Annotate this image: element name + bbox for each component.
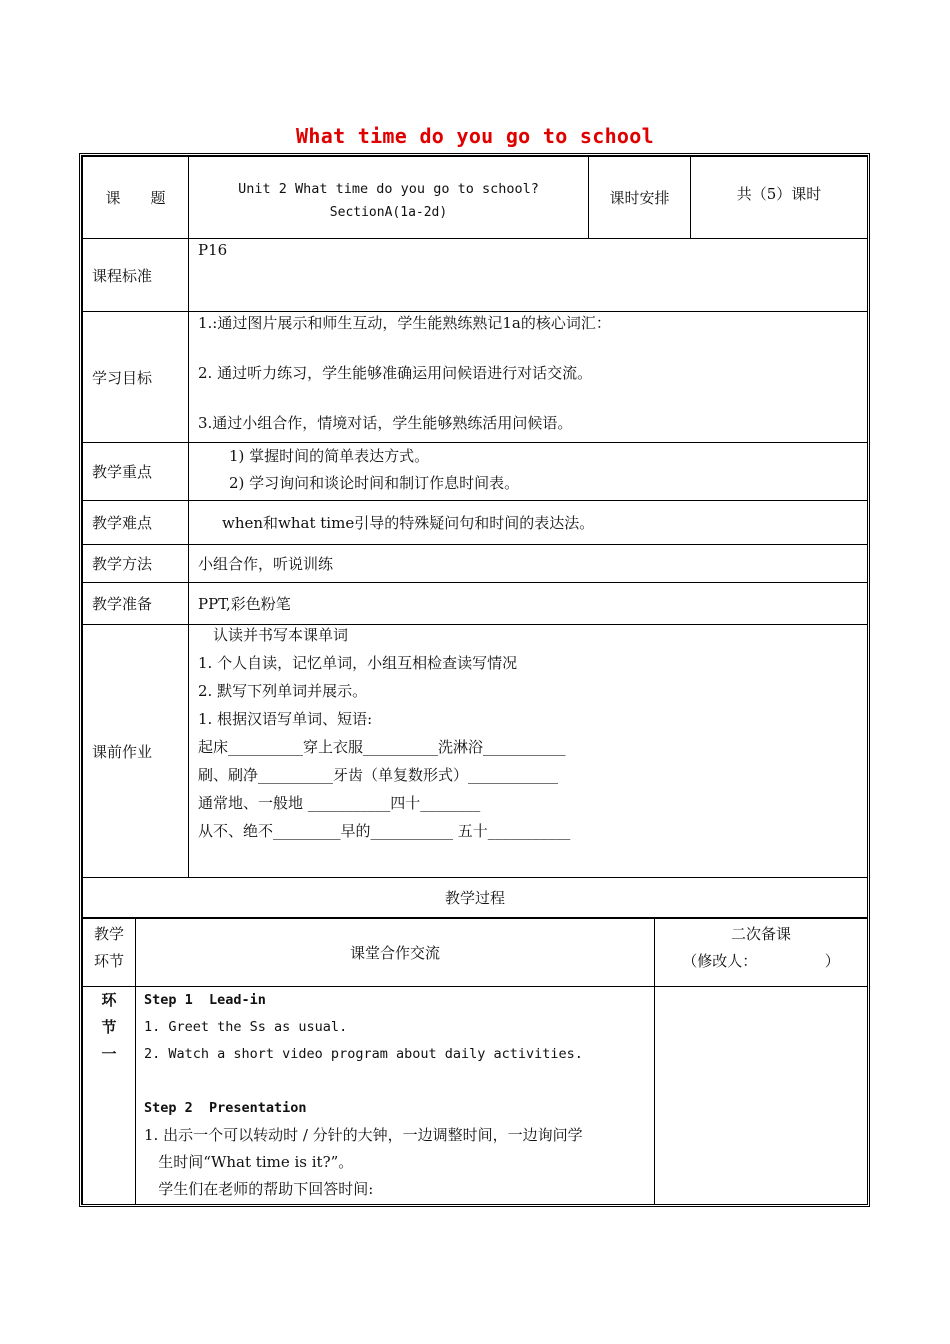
homework-line: 认读并书写本课单词 xyxy=(198,626,349,644)
goal-item: 2. 通过听力练习，学生能够准确运用问候语进行对话交流。 xyxy=(198,364,593,382)
homework-line: 通常地、一般地 ___________四十________ xyxy=(198,794,481,812)
lesson-plan-frame xyxy=(79,153,870,1207)
revise-header-sub: （修改人： ） xyxy=(682,952,840,970)
topic-label: 课 题 xyxy=(83,157,189,239)
prep-value: PPT,彩色粉笔 xyxy=(189,583,868,625)
homework-line: 1. 根据汉语写单词、短语: xyxy=(198,710,373,728)
document-title: What time do you go to school xyxy=(296,124,654,148)
step-line: 学生们在老师的帮助下回答时间: xyxy=(144,1180,374,1198)
key-points-label: 教学重点 xyxy=(83,443,189,501)
step-line: 2. Watch a short video program about daily activities. xyxy=(144,1046,583,1062)
homework-line: 2. 默写下列单词并展示。 xyxy=(198,682,368,700)
prep-label: 教学准备 xyxy=(83,583,189,625)
homework-line: 起床__________穿上衣服__________洗淋浴___________ xyxy=(198,738,566,756)
unit-title-cell xyxy=(189,157,589,239)
revise-header-title: 二次备课 xyxy=(730,925,791,943)
schedule-label: 课时安排 xyxy=(589,157,691,239)
homework-line: 刷、刷净__________牙齿（单复数形式）____________ xyxy=(198,766,559,784)
homework-label: 课前作业 xyxy=(83,625,189,878)
step-line: 1. 出示一个可以转动时 / 分针的大钟，一边调整时间，一边询问学 xyxy=(144,1126,583,1144)
homework-line: 1. 个人自读，记忆单词，小组互相检查读写情况 xyxy=(198,654,518,672)
key-points-cell xyxy=(189,443,868,501)
stage-header-line: 教学 xyxy=(93,925,124,943)
goals-cell xyxy=(189,312,868,443)
standard-label: 课程标准 xyxy=(83,239,189,312)
stage-name-char: 一 xyxy=(101,1045,117,1063)
step-line: 1. Greet the Ss as usual. xyxy=(144,1019,348,1035)
stage-name-cell xyxy=(83,987,136,1208)
standard-value: P16 xyxy=(189,239,868,312)
step-heading: Step 2 Presentation xyxy=(144,1100,307,1116)
key-point-item: 2) 学习询问和谈论时间和制订作息时间表。 xyxy=(229,474,520,492)
goal-item: 1.:通过图片展示和师生互动，学生能熟练熟记1a的核心词汇： xyxy=(198,314,611,332)
unit-section: SectionA(1a-2d) xyxy=(329,205,448,220)
stage-header-line: 环节 xyxy=(93,952,124,970)
step-line xyxy=(144,1068,646,1095)
stage-name-char: 环 xyxy=(101,991,117,1009)
stage-name-char: 节 xyxy=(101,1018,117,1036)
step-line: 生时间“What time is it?”。 xyxy=(144,1153,354,1171)
stage-column-header xyxy=(83,919,136,987)
schedule-value: 共（5）课时 xyxy=(691,157,868,239)
key-point-item: 1) 掌握时间的简单表达方式。 xyxy=(229,447,430,465)
difficulty-label: 教学难点 xyxy=(83,501,189,545)
steps-list xyxy=(144,987,646,1203)
step-heading: Step 1 Lead-in xyxy=(144,992,266,1008)
unit-title: Unit 2 What time do you go to school? xyxy=(238,181,539,197)
process-header: 教学过程 xyxy=(83,878,868,918)
revise-notes-cell xyxy=(655,987,868,1208)
steps-cell xyxy=(136,987,655,1208)
main-column-header: 课堂合作交流 xyxy=(136,919,655,987)
difficulty-value: when和what time引导的特殊疑问句和时间的表达法。 xyxy=(189,501,868,545)
revise-column-header xyxy=(655,919,868,987)
process-table xyxy=(82,918,868,1207)
goals-label: 学习目标 xyxy=(83,312,189,443)
homework-cell xyxy=(189,625,868,878)
method-value: 小组合作，听说训练 xyxy=(189,545,868,583)
homework-line: 从不、绝不_________早的___________ 五十___________ xyxy=(198,822,571,840)
method-label: 教学方法 xyxy=(83,545,189,583)
course-info-table xyxy=(82,156,868,918)
goal-item: 3.通过小组合作，情境对话，学生能够熟练活用问候语。 xyxy=(198,414,573,432)
